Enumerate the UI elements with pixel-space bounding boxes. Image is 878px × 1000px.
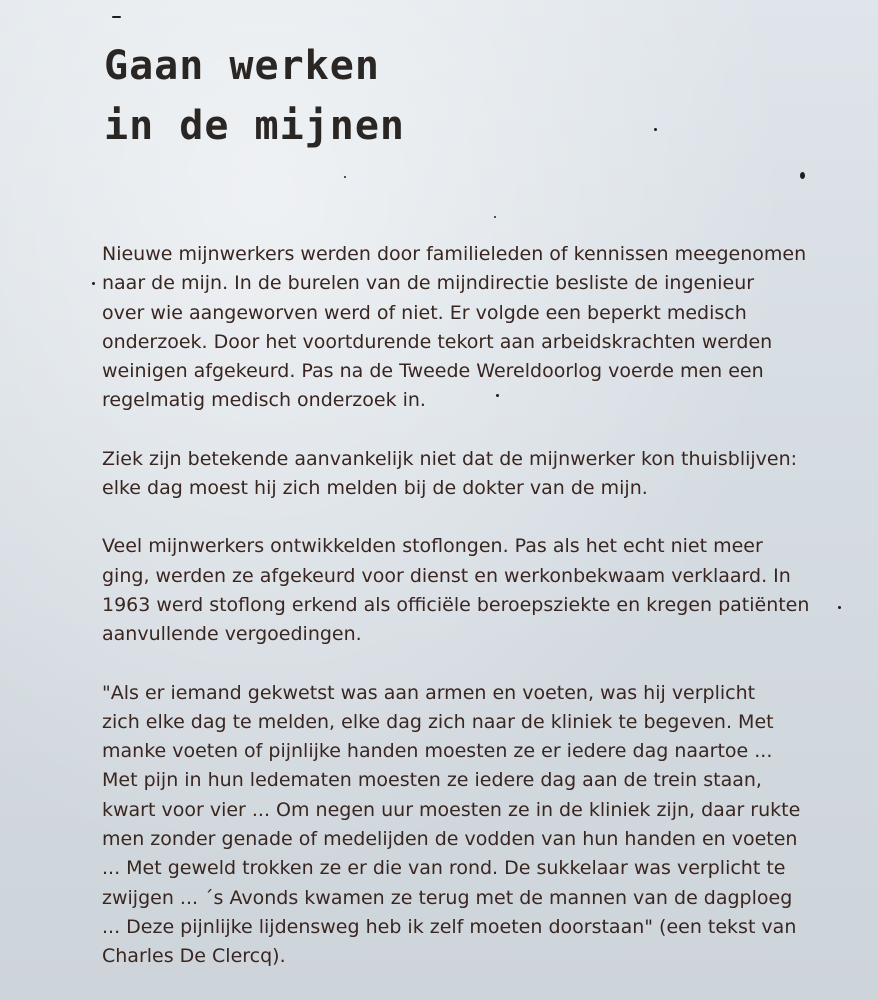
surface-speck	[838, 606, 841, 609]
paragraph-dust-lung: Veel mijnwerkers ontwikkelden stoflongen. Pas als het echt niet meer ging, werden ze afgekeurd voor dienst en werkonbekwaam verklaard. In 1963 werd stoflong erkend als officiële beroepsziekte en kregen patiënten aanvullende vergoedingen.	[102, 535, 810, 646]
title-line-1: Gaan werken	[104, 43, 380, 89]
paragraph-sickness: Ziek zijn betekende aanvankelijk niet dat de mijnwerker kon thuisblijven: elke dag moest hij zich melden bij de dokter van de mijn.	[102, 447, 798, 500]
panel-title	[104, 36, 405, 156]
surface-speck	[494, 216, 496, 218]
panel-body	[102, 240, 842, 1000]
surface-speck	[496, 394, 499, 397]
surface-speck	[92, 282, 95, 285]
paragraph-quote: "Als er iemand gekwetst was aan armen en voeten, was hij verplicht zich elke dag te melden, elke dag zich naar de kliniek te begeven. Met manke voeten of pijnlijke handen moesten ze er iedere dag naartoe ... Met pijn in hun ledematen moesten ze iedere dag aan de trein staan, kwart voor vier ... Om negen uur moesten ze in de kliniek zijn, daar rukte men zonder genade of medelijden de vodden van hun handen en voeten ... Met geweld trokken ze er die van rond. De sukkelaar was verplicht te zwijgen ... ´s Avonds kwamen ze terug met de mannen van de dagploeg ... Deze pijnlijke lijdensweg heb ik zelf moeten doorstaan" (een tekst van Charles De Clercq).	[102, 681, 801, 968]
surface-speck	[112, 16, 121, 18]
surface-speck	[344, 176, 346, 178]
surface-speck	[654, 128, 657, 131]
title-line-2: in de mijnen	[104, 103, 405, 149]
paragraph-hiring: Nieuwe mijnwerkers werden door familieleden of kennissen meegenomen naar de mijn. In de burelen van de mijndirectie besliste de ingenieur over wie aangeworven werd of niet. Er volgde een beperkt medisch onderzoek. Door het voortdurende tekort aan arbeidskrachten werden weinigen afgekeurd. Pas na de Tweede Wereldoorlog voerde men een regelmatig medisch onderzoek in.	[102, 243, 807, 412]
surface-speck	[800, 172, 805, 179]
